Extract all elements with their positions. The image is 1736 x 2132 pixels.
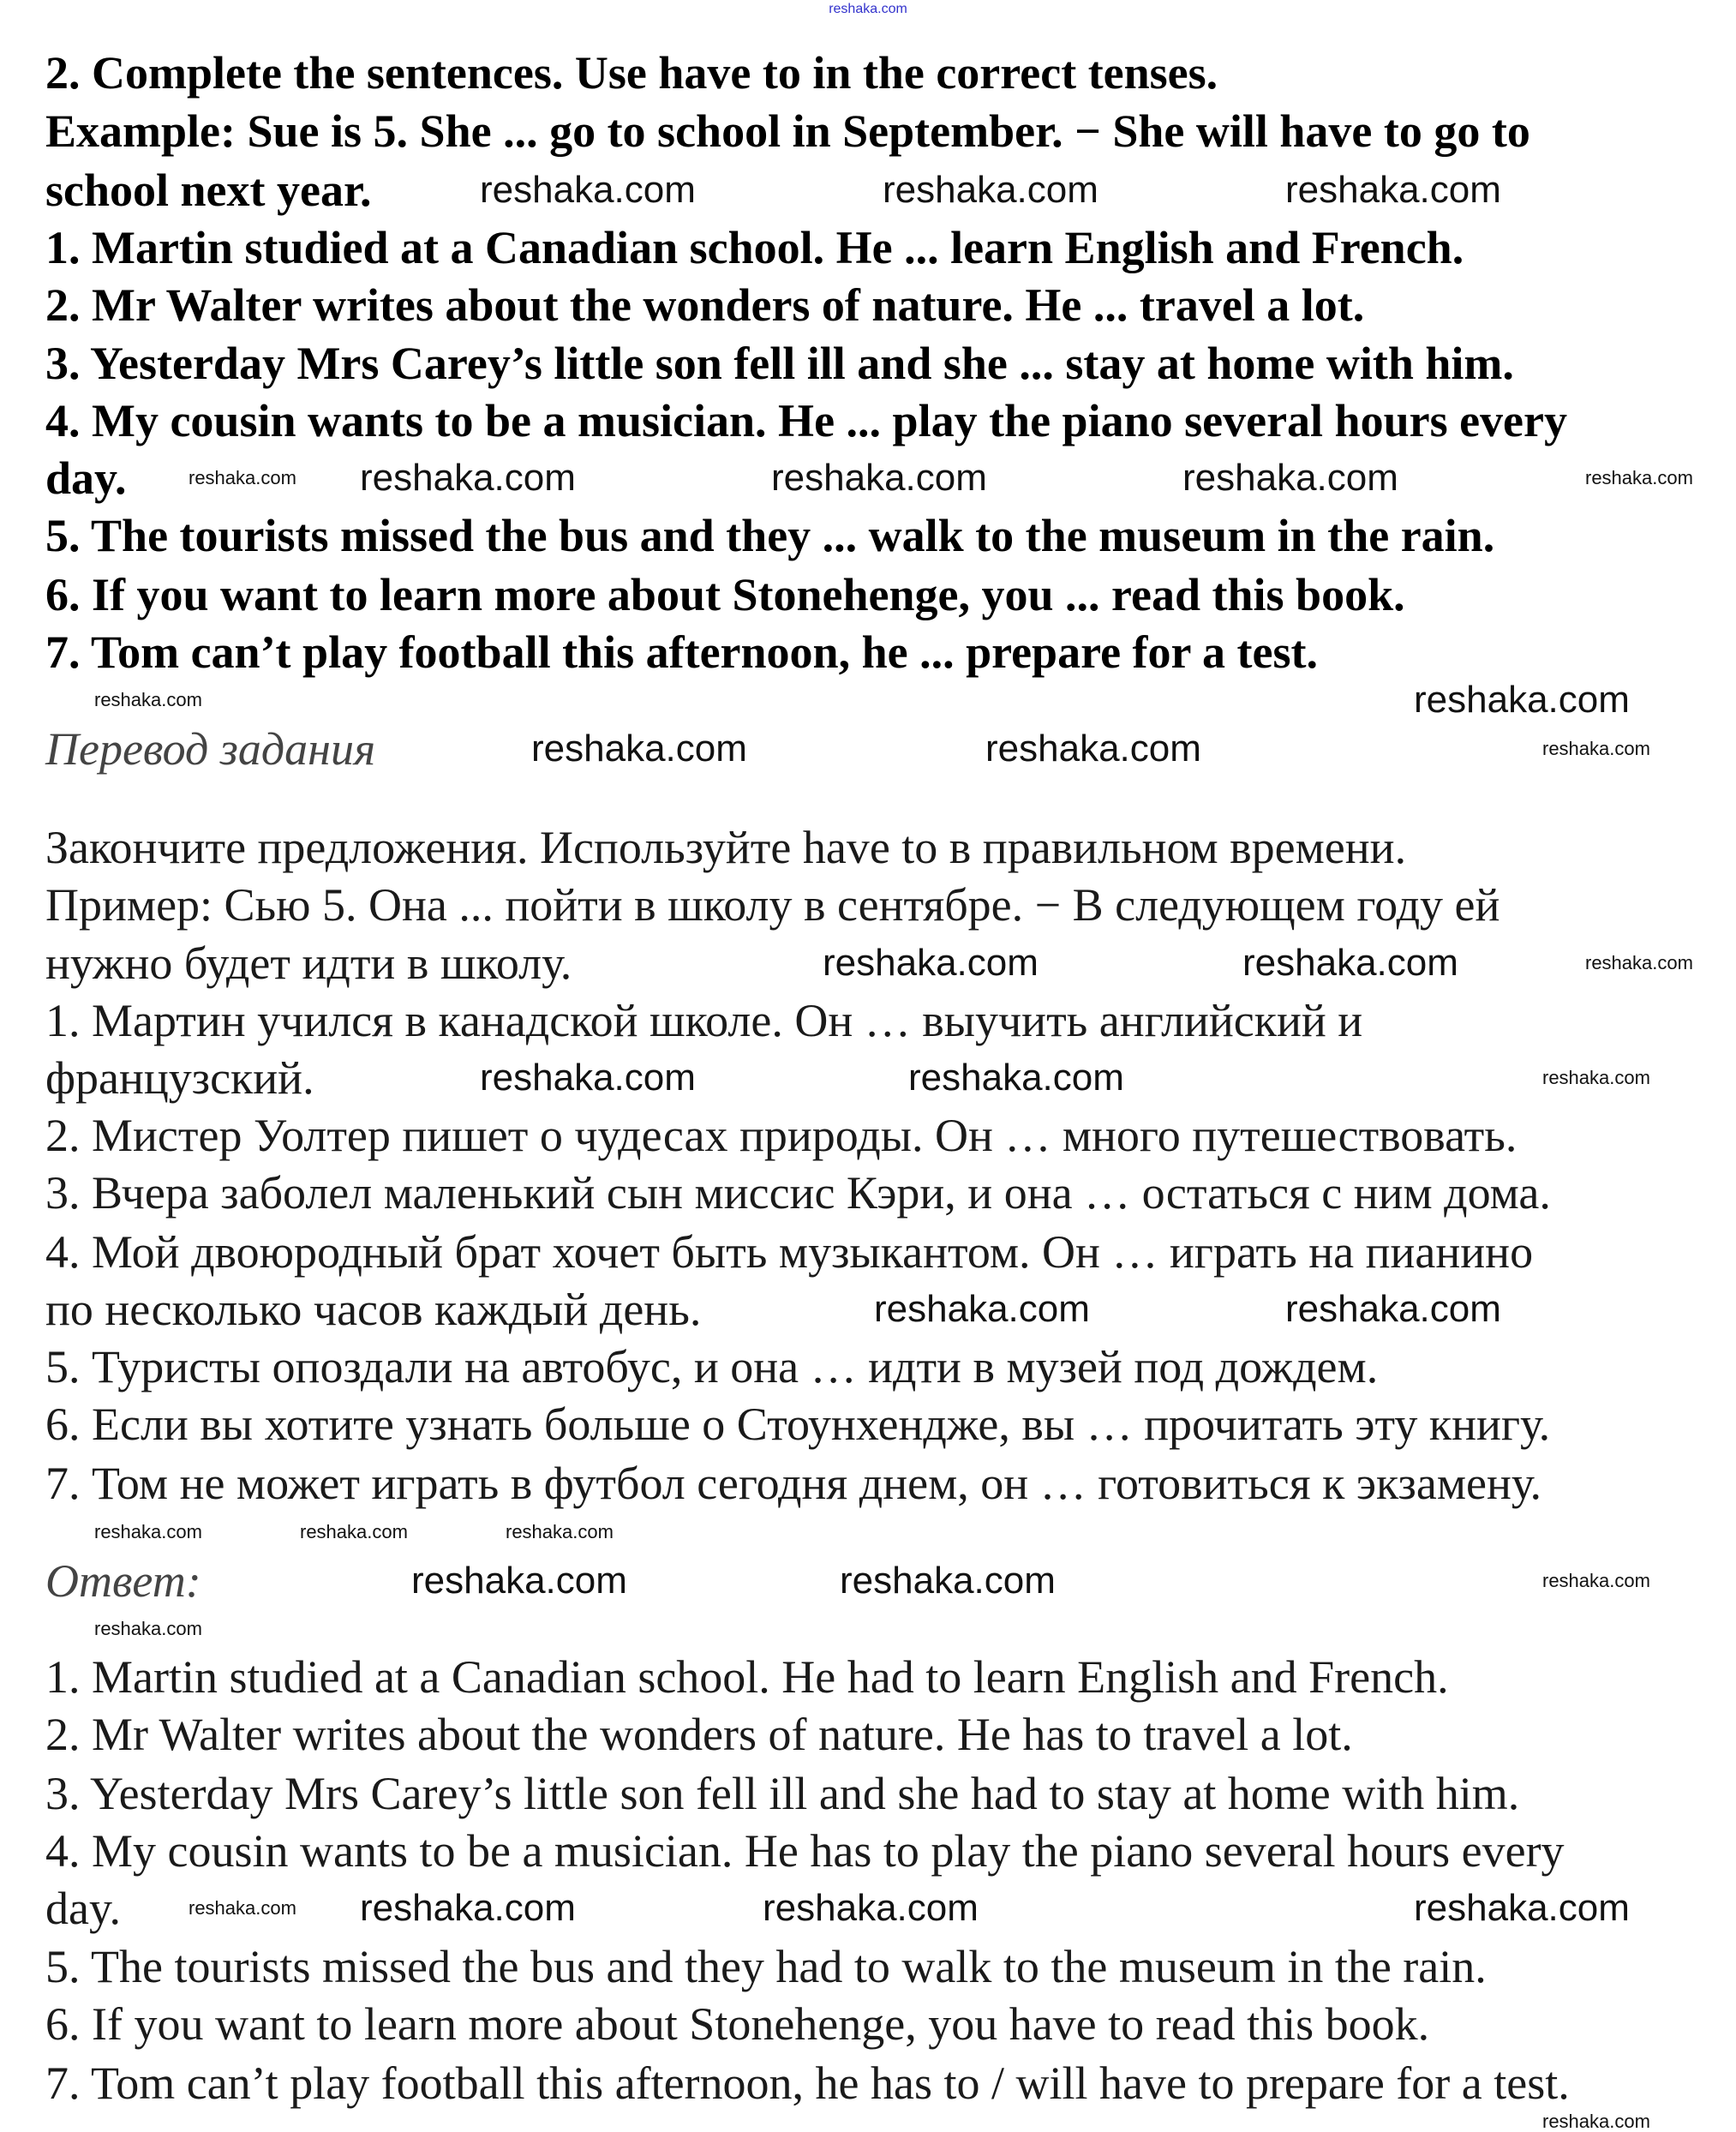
answer-heading: Ответ: — [45, 1555, 201, 1607]
answer-line: 3. Yesterday Mrs Carey’s little son fell ill and she had to stay at home with him. — [45, 1768, 1520, 1819]
translation-line: нужно будет идти в школу. — [45, 937, 572, 989]
translation-line: Пример: Сью 5. Она ... пойти в школу в сентябре. − В следующем году ей — [45, 879, 1500, 931]
watermark: reshaka.com — [1542, 738, 1650, 759]
watermark: reshaka.com — [908, 1057, 1124, 1099]
watermark: reshaka.com — [94, 1521, 202, 1542]
watermark: reshaka.com — [823, 942, 1039, 984]
translation-line: 7. Том не может играть в футбол сегодня днем, он … готовиться к экзамену. — [45, 1458, 1541, 1509]
translation-line: 3. Вчера заболел маленький сын миссис Кэри, и она … остаться с ним дома. — [45, 1167, 1551, 1219]
task-sentence-line: 3. Yesterday Mrs Carey’s little son fell ill and she ... stay at home with him. — [45, 338, 1514, 389]
task-instruction-line: Example: Sue is 5. She ... go to school in September. − She will have to go to — [45, 105, 1530, 157]
translation-heading: Перевод задания — [45, 723, 376, 775]
watermark: reshaka.com — [1414, 679, 1630, 721]
answer-line: 1. Martin studied at a Canadian school. He had to learn English and French. — [45, 1651, 1449, 1703]
answer-line: 7. Tom can’t play football this afternoon, he has to / will have to prepare for a test. — [45, 2057, 1570, 2109]
watermark: reshaka.com — [1542, 2111, 1650, 2132]
watermark: reshaka.com — [360, 457, 576, 499]
watermark: reshaka.com — [94, 689, 202, 710]
translation-line: Закончите предложения. Используйте have to в правильном времени. — [45, 822, 1407, 873]
answer-line: day. — [45, 1883, 121, 1934]
watermark: reshaka.com — [1414, 1887, 1630, 1929]
watermark: reshaka.com — [300, 1521, 408, 1542]
watermark: reshaka.com — [1242, 942, 1458, 984]
task-sentence-line: 5. The tourists missed the bus and they ... walk to the museum in the rain. — [45, 510, 1495, 561]
translation-line: 6. Если вы хотите узнать больше о Стоунхендже, вы … прочитать эту книгу. — [45, 1398, 1551, 1450]
translation-line: 4. Мой двоюродный брат хочет быть музыкантом. Он … играть на пианино — [45, 1226, 1534, 1278]
watermark: reshaka.com — [1542, 1067, 1650, 1088]
task-sentence-line: 1. Martin studied at a Canadian school. He ... learn English and French. — [45, 222, 1464, 273]
task-instruction-line: school next year. — [45, 165, 372, 216]
watermark: reshaka.com — [763, 1887, 979, 1929]
watermark: reshaka.com — [411, 1560, 627, 1602]
task-sentence-line: 7. Tom can’t play football this afternoon, he ... prepare for a test. — [45, 626, 1318, 678]
watermark: reshaka.com — [1585, 467, 1693, 488]
watermark: reshaka.com — [1285, 1288, 1501, 1330]
watermark: reshaka.com — [1585, 952, 1693, 973]
watermark: reshaka.com — [874, 1288, 1090, 1330]
watermark: reshaka.com — [94, 1618, 202, 1639]
translation-line: 2. Мистер Уолтер пишет о чудесах природы. Он … много путешествовать. — [45, 1110, 1518, 1161]
translation-line: французский. — [45, 1052, 314, 1104]
task-sentence-line: 2. Mr Walter writes about the wonders of nature. He ... travel a lot. — [45, 279, 1365, 331]
watermark: reshaka.com — [506, 1521, 614, 1542]
watermark: reshaka.com — [985, 728, 1201, 770]
answer-line: 5. The tourists missed the bus and they had to walk to the museum in the rain. — [45, 1941, 1487, 1992]
watermark: reshaka.com — [531, 728, 747, 770]
task-sentence-line: day. — [45, 452, 127, 504]
watermark: reshaka.com — [480, 1057, 696, 1099]
watermark: reshaka.com — [771, 457, 987, 499]
translation-line: 1. Мартин учился в канадской школе. Он … выучить английский и — [45, 995, 1363, 1046]
watermark: reshaka.com — [360, 1887, 576, 1929]
watermark: reshaka.com — [883, 169, 1098, 211]
answer-line: 6. If you want to learn more about Stonehenge, you have to read this book. — [45, 1998, 1430, 2050]
watermark: reshaka.com — [1542, 1570, 1650, 1591]
watermark: reshaka.com — [189, 467, 296, 488]
translation-line: 5. Туристы опоздали на автобус, и она … идти в музей под дождем. — [45, 1341, 1379, 1392]
watermark: reshaka.com — [1182, 457, 1398, 499]
watermark: reshaka.com — [840, 1560, 1056, 1602]
answer-line: 4. My cousin wants to be a musician. He has to play the piano several hours every — [45, 1825, 1565, 1877]
watermark: reshaka.com — [1285, 169, 1501, 211]
answer-line: 2. Mr Walter writes about the wonders of nature. He has to travel a lot. — [45, 1709, 1353, 1760]
top-watermark: reshaka.com — [829, 2, 907, 16]
task-instruction-line: 2. Complete the sentences. Use have to in the correct tenses. — [45, 47, 1218, 99]
translation-line: по несколько часов каждый день. — [45, 1284, 702, 1335]
task-sentence-line: 4. My cousin wants to be a musician. He ... play the piano several hours every — [45, 395, 1567, 446]
watermark: reshaka.com — [480, 169, 696, 211]
watermark: reshaka.com — [189, 1897, 296, 1919]
task-sentence-line: 6. If you want to learn more about Stonehenge, you ... read this book. — [45, 569, 1405, 620]
